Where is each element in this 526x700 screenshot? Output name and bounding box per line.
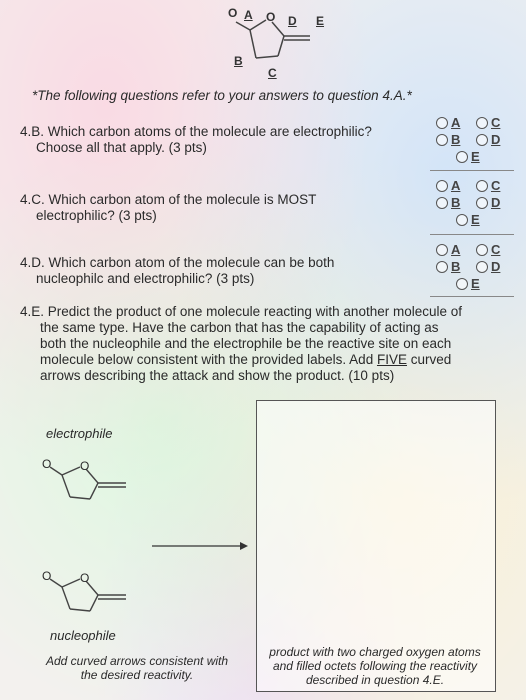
option-label: A	[451, 242, 461, 257]
question-4c	[20, 192, 316, 224]
atom-o: O	[80, 571, 90, 585]
option-label: E	[471, 212, 480, 227]
molecule-structure-icon	[40, 455, 140, 515]
option-4c-a[interactable]	[436, 178, 460, 193]
divider	[430, 234, 514, 235]
atom-o: O	[42, 457, 52, 471]
option-4c-c[interactable]	[476, 178, 500, 193]
option-4b-e[interactable]	[456, 149, 480, 164]
option-label: D	[491, 132, 501, 147]
option-label: B	[451, 132, 461, 147]
left-caption	[42, 654, 232, 682]
radio-icon[interactable]	[456, 151, 468, 163]
option-label: E	[471, 149, 480, 164]
question-4e	[20, 304, 462, 384]
atom-o2: O	[266, 10, 276, 24]
question-4b	[20, 124, 372, 156]
radio-icon[interactable]	[476, 197, 488, 209]
option-4b-a[interactable]	[436, 115, 460, 130]
instruction-note: *The following questions refer to your answers to question 4.A.*	[32, 88, 412, 103]
radio-icon[interactable]	[436, 134, 448, 146]
reaction-arrow	[150, 538, 250, 548]
question-4c-line1: 4.C. Which carbon atom of the molecule is MOST	[20, 192, 317, 207]
option-label: E	[471, 276, 480, 291]
option-4b-c[interactable]	[476, 115, 500, 130]
label-c: C	[268, 66, 277, 80]
option-4d-c[interactable]	[476, 242, 500, 257]
option-label: A	[451, 178, 461, 193]
option-4c-d[interactable]	[476, 195, 500, 210]
question-4e-line4	[20, 352, 462, 368]
electrophile-label: electrophile	[46, 426, 113, 441]
option-4c-b[interactable]	[436, 195, 460, 210]
right-caption-line1: product with two charged oxygen atoms	[269, 645, 481, 659]
option-label: C	[491, 178, 501, 193]
right-caption	[258, 645, 492, 687]
question-4e-line2: the same type. Have the carbon that has the capability of acting as	[40, 320, 439, 335]
molecule-structure-icon	[200, 0, 360, 85]
radio-icon[interactable]	[476, 244, 488, 256]
five-emphasis: FIVE	[376, 352, 407, 367]
option-4b-b[interactable]	[436, 132, 460, 147]
question-4e-line3: both the nucleophile and the electrophile be the reactive site on each	[40, 336, 452, 351]
radio-icon[interactable]	[436, 244, 448, 256]
option-label: B	[451, 195, 461, 210]
label-a: A	[244, 8, 253, 22]
divider	[430, 296, 514, 297]
option-label: D	[491, 195, 501, 210]
label-d: D	[288, 14, 297, 28]
right-caption-line3: described in question 4.E.	[305, 673, 445, 687]
radio-icon[interactable]	[476, 117, 488, 129]
question-4e-line4-text: molecule below consistent with the provided labels. Add	[40, 352, 374, 367]
nucleophile-label: nucleophile	[50, 628, 116, 643]
electrophile-molecule	[40, 455, 140, 515]
option-label: C	[491, 242, 501, 257]
question-4d-line2: nucleophilc and electrophilic? (3 pts)	[36, 271, 255, 286]
radio-icon[interactable]	[436, 117, 448, 129]
question-4d	[20, 255, 334, 287]
question-4b-line1: 4.B. Which carbon atoms of the molecule are electrophilic?	[20, 124, 372, 139]
top-molecule	[200, 0, 360, 85]
option-4b-d[interactable]	[476, 132, 500, 147]
radio-icon[interactable]	[456, 214, 468, 226]
radio-icon[interactable]	[436, 180, 448, 192]
options-4c	[432, 175, 514, 231]
question-4d-line1: 4.D. Which carbon atom of the molecule can be both	[20, 255, 335, 270]
left-caption-line2: the desired reactivity.	[80, 668, 194, 682]
left-caption-line1: Add curved arrows consistent with	[45, 654, 229, 668]
radio-icon[interactable]	[456, 278, 468, 290]
options-4b	[432, 112, 514, 168]
question-4e-line1: 4.E. Predict the product of one molecule reacting with another molecule of	[20, 304, 462, 319]
atom-o: O	[80, 459, 90, 473]
question-4e-line5: arrows describing the attack and show the product. (10 pts)	[40, 368, 395, 383]
question-4e-line4-end: curved	[410, 352, 452, 367]
option-4d-a[interactable]	[436, 242, 460, 257]
radio-icon[interactable]	[436, 261, 448, 273]
option-4d-b[interactable]	[436, 259, 460, 274]
question-4b-line2: Choose all that apply. (3 pts)	[36, 140, 207, 155]
option-label: A	[451, 115, 461, 130]
option-label: B	[451, 259, 461, 274]
option-4d-d[interactable]	[476, 259, 500, 274]
divider	[430, 170, 514, 171]
option-4c-e[interactable]	[456, 212, 480, 227]
radio-icon[interactable]	[436, 197, 448, 209]
option-label: C	[491, 115, 501, 130]
option-label: D	[491, 259, 501, 274]
option-4d-e[interactable]	[456, 276, 480, 291]
options-4d	[432, 239, 514, 295]
radio-icon[interactable]	[476, 261, 488, 273]
atom-o1: O	[228, 6, 238, 20]
question-4c-line2: electrophilic? (3 pts)	[36, 208, 157, 223]
right-caption-line2: and filled octets following the reactivity	[272, 659, 478, 673]
molecule-structure-icon	[40, 567, 140, 627]
arrow-right-icon	[150, 541, 250, 551]
nucleophile-molecule	[40, 567, 140, 627]
radio-icon[interactable]	[476, 134, 488, 146]
atom-o: O	[42, 569, 52, 583]
label-e: E	[316, 14, 325, 28]
radio-icon[interactable]	[476, 180, 488, 192]
label-b: B	[234, 54, 243, 68]
